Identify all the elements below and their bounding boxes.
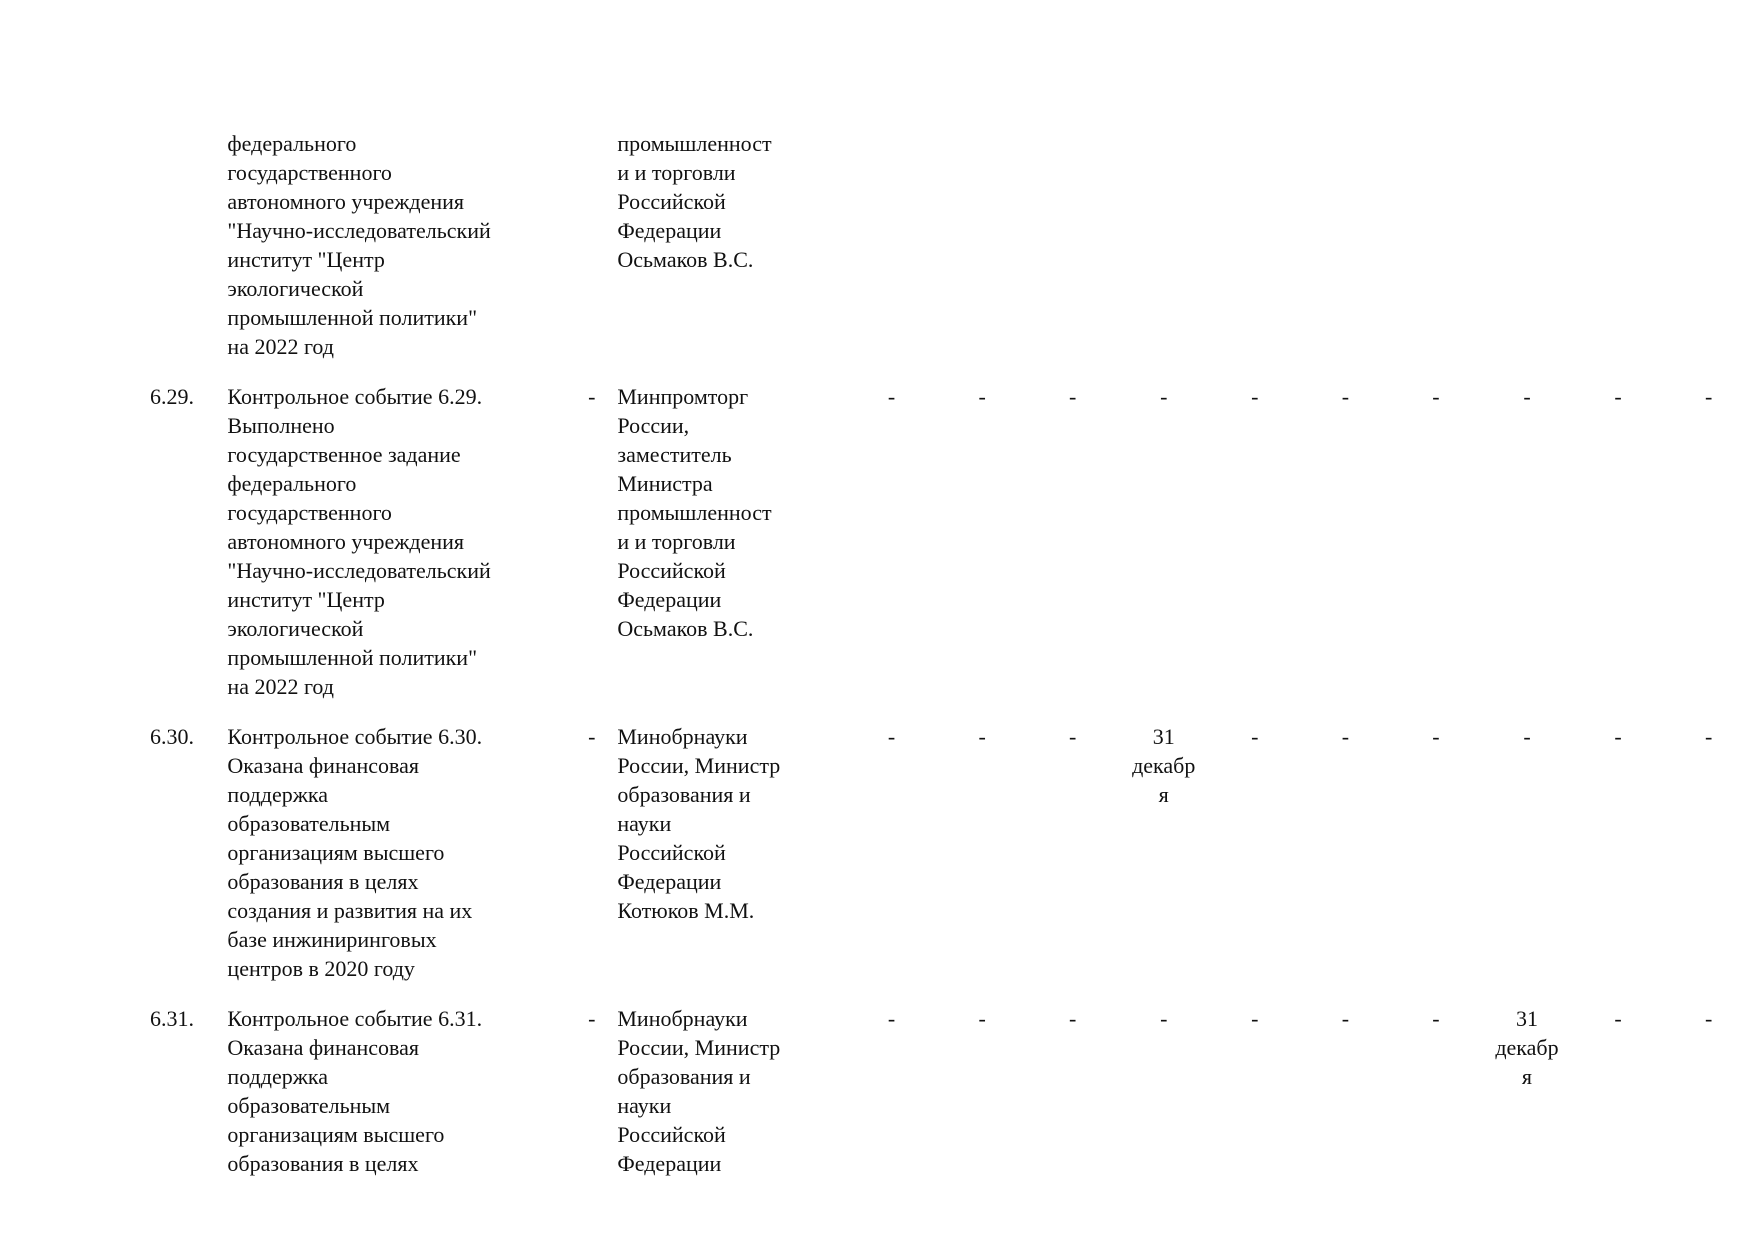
event-description-line: Выполнено xyxy=(227,413,335,438)
event-description-line: федерального xyxy=(227,131,357,156)
period-cell-6 xyxy=(1300,722,1391,983)
period-cell-4-line: декабр xyxy=(1132,753,1196,778)
period-cell-7 xyxy=(1391,722,1482,983)
period-cell-1-line: - xyxy=(887,1006,896,1031)
period-cell-9 xyxy=(1573,722,1664,983)
period-cell-1 xyxy=(846,722,937,983)
event-description xyxy=(227,382,566,701)
period-cell-5-line: - xyxy=(1251,1006,1259,1031)
period-cell-10 xyxy=(1663,1004,1754,1178)
period-cell-2 xyxy=(937,722,1028,983)
responsible-person-line: промышленност xyxy=(617,131,772,156)
responsible-person-line: науки xyxy=(617,1093,672,1118)
period-cell-9 xyxy=(1573,1004,1664,1178)
period-cell-5 xyxy=(1210,129,1301,361)
event-number xyxy=(150,722,227,983)
period-cell-8 xyxy=(1481,382,1573,701)
period-cell-3 xyxy=(1027,1004,1118,1178)
period-cell-4 xyxy=(1118,129,1210,361)
event-description-line: промышленной политики" xyxy=(227,305,478,330)
table-row xyxy=(150,722,1754,983)
event-description-line: образования в целях xyxy=(227,869,419,894)
responsible-person-line: заместитель xyxy=(617,442,732,467)
event-description-line: на 2022 год xyxy=(227,334,334,359)
responsible-person-line: Минобрнауки xyxy=(617,1006,748,1031)
responsible-person-line: и и торговли xyxy=(617,529,736,554)
period-cell-1 xyxy=(846,129,937,361)
period-cell-8-line: 31 xyxy=(1515,1006,1538,1031)
responsible-person-line: Минпромторг xyxy=(617,384,749,409)
period-cell-3 xyxy=(1027,722,1118,983)
responsible-person-line: промышленност xyxy=(617,500,772,525)
period-cell-7-line: - xyxy=(1432,724,1440,749)
period-cell-6 xyxy=(1300,1004,1391,1178)
event-marker xyxy=(566,1004,617,1178)
period-cell-4-line: - xyxy=(1160,384,1168,409)
event-description xyxy=(227,722,566,983)
event-number xyxy=(150,1004,227,1178)
event-description-line: центров в 2020 году xyxy=(227,956,415,981)
period-cell-3-line: - xyxy=(1069,1006,1077,1031)
period-cell-8 xyxy=(1481,129,1573,361)
period-cell-9-line: - xyxy=(1614,1006,1622,1031)
responsible-person-line: Российской xyxy=(617,558,726,583)
period-cell-6-line: - xyxy=(1341,724,1350,749)
event-number xyxy=(150,129,227,361)
row-spacer xyxy=(150,701,1754,722)
event-description xyxy=(227,1004,566,1178)
event-number-line: 6.31. xyxy=(150,1006,194,1031)
control-events-table xyxy=(150,129,1754,1178)
period-cell-4 xyxy=(1118,1004,1210,1178)
event-description-line: поддержка xyxy=(227,782,329,807)
event-number-line: 6.29. xyxy=(150,384,194,409)
responsible-person xyxy=(617,722,846,983)
responsible-person-line: России, Министр xyxy=(617,1035,781,1060)
event-description-line: базе инжиниринговых xyxy=(227,927,437,952)
event-description-line: Оказана финансовая xyxy=(227,753,420,778)
event-number-line: 6.30. xyxy=(150,724,194,749)
event-description-line: Оказана финансовая xyxy=(227,1035,420,1060)
event-description-line: Контрольное событие 6.30. xyxy=(227,724,483,749)
period-cell-1 xyxy=(846,382,937,701)
event-description-line: государственного xyxy=(227,500,392,525)
period-cell-2-line: - xyxy=(978,724,986,749)
period-cell-6 xyxy=(1300,129,1391,361)
event-description-line: образования в целях xyxy=(227,1151,419,1176)
period-cell-9-line: - xyxy=(1614,724,1622,749)
event-description-line: федерального xyxy=(227,471,357,496)
period-cell-4 xyxy=(1118,722,1210,983)
period-cell-4-line: - xyxy=(1160,1006,1168,1031)
period-cell-2 xyxy=(937,382,1028,701)
event-description-line: автономного учреждения xyxy=(227,189,465,214)
responsible-person-line: и и торговли xyxy=(617,160,736,185)
period-cell-5-line: - xyxy=(1251,384,1259,409)
period-cell-8-line: - xyxy=(1523,384,1531,409)
responsible-person-line: Минобрнауки xyxy=(617,724,748,749)
responsible-person xyxy=(617,382,846,701)
period-cell-5 xyxy=(1210,382,1301,701)
responsible-person-line: Федерации xyxy=(617,869,722,894)
period-cell-10 xyxy=(1663,382,1754,701)
period-cell-10-line: - xyxy=(1705,724,1713,749)
responsible-person-line: Федерации xyxy=(617,1151,722,1176)
period-cell-5 xyxy=(1210,722,1301,983)
event-description-line: "Научно-исследовательский xyxy=(227,218,491,243)
period-cell-7 xyxy=(1391,382,1482,701)
event-description-line: образовательным xyxy=(227,811,391,836)
period-cell-8 xyxy=(1481,1004,1573,1178)
event-description-line: поддержка xyxy=(227,1064,329,1089)
period-cell-5 xyxy=(1210,1004,1301,1178)
event-description-line: организациям высшего xyxy=(227,840,445,865)
table-row xyxy=(150,129,1754,361)
period-cell-9 xyxy=(1573,382,1664,701)
event-description-line: "Научно-исследовательский xyxy=(227,558,491,583)
period-cell-1-line: - xyxy=(887,724,896,749)
responsible-person-line: Российской xyxy=(617,1122,726,1147)
responsible-person-line: Российской xyxy=(617,840,726,865)
responsible-person-line: Федерации xyxy=(617,587,722,612)
period-cell-1-line: - xyxy=(887,384,896,409)
period-cell-8-line: декабр xyxy=(1495,1035,1559,1060)
period-cell-9-line: - xyxy=(1614,384,1622,409)
responsible-person-line: Министра xyxy=(617,471,713,496)
event-description-line: экологической xyxy=(227,616,364,641)
responsible-person-line: образования и xyxy=(617,782,751,807)
event-description-line: государственное задание xyxy=(227,442,461,467)
period-cell-4-line: я xyxy=(1158,782,1169,807)
period-cell-10 xyxy=(1663,722,1754,983)
period-cell-2-line: - xyxy=(978,1006,986,1031)
period-cell-2 xyxy=(937,129,1028,361)
period-cell-8-line: - xyxy=(1523,724,1531,749)
responsible-person-line: Федерации xyxy=(617,218,722,243)
responsible-person-line: Российской xyxy=(617,189,726,214)
period-cell-4 xyxy=(1118,382,1210,701)
event-description-line: Контрольное событие 6.31. xyxy=(227,1006,483,1031)
responsible-person-line: Осьмаков В.С. xyxy=(617,616,754,641)
event-number xyxy=(150,382,227,701)
responsible-person-line: науки xyxy=(617,811,672,836)
event-description-line: на 2022 год xyxy=(227,674,334,699)
period-cell-6 xyxy=(1300,382,1391,701)
event-description-line: институт "Центр xyxy=(227,247,385,272)
responsible-person xyxy=(617,129,846,361)
period-cell-9 xyxy=(1573,129,1664,361)
responsible-person-line: Осьмаков В.С. xyxy=(617,247,754,272)
period-cell-1 xyxy=(846,1004,937,1178)
period-cell-2 xyxy=(937,1004,1028,1178)
table-row xyxy=(150,382,1754,701)
responsible-person-line: Котюков М.М. xyxy=(617,898,755,923)
row-spacer xyxy=(150,361,1754,382)
period-cell-8-line: я xyxy=(1521,1064,1533,1089)
period-cell-7 xyxy=(1391,1004,1482,1178)
responsible-person-line: образования и xyxy=(617,1064,751,1089)
period-cell-3-line: - xyxy=(1069,384,1077,409)
event-marker xyxy=(566,382,617,701)
table-body xyxy=(150,129,1754,1178)
event-description-line: промышленной политики" xyxy=(227,645,478,670)
event-description-line: экологической xyxy=(227,276,364,301)
period-cell-7 xyxy=(1391,129,1482,361)
period-cell-3 xyxy=(1027,129,1118,361)
period-cell-10 xyxy=(1663,129,1754,361)
responsible-person-line: России, Министр xyxy=(617,753,781,778)
period-cell-2-line: - xyxy=(978,384,986,409)
period-cell-6-line: - xyxy=(1341,1006,1350,1031)
event-description-line: создания и развития на их xyxy=(227,898,473,923)
event-marker xyxy=(566,722,617,983)
period-cell-5-line: - xyxy=(1251,724,1259,749)
event-description-line: автономного учреждения xyxy=(227,529,465,554)
period-cell-8 xyxy=(1481,722,1573,983)
event-description-line: образовательным xyxy=(227,1093,391,1118)
table-row xyxy=(150,1004,1754,1178)
period-cell-6-line: - xyxy=(1341,384,1350,409)
event-description-line: государственного xyxy=(227,160,392,185)
event-description-line: институт "Центр xyxy=(227,587,385,612)
row-spacer xyxy=(150,983,1754,1004)
responsible-person-line: России, xyxy=(617,413,690,438)
responsible-person xyxy=(617,1004,846,1178)
event-marker xyxy=(566,129,617,361)
period-cell-10-line: - xyxy=(1705,384,1713,409)
period-cell-7-line: - xyxy=(1432,1006,1440,1031)
event-description xyxy=(227,129,566,361)
event-marker-line: - xyxy=(588,724,596,749)
period-cell-10-line: - xyxy=(1705,1006,1713,1031)
event-marker-line: - xyxy=(588,384,596,409)
period-cell-4-line: 31 xyxy=(1152,724,1175,749)
event-description-line: Контрольное событие 6.29. xyxy=(227,384,483,409)
period-cell-3 xyxy=(1027,382,1118,701)
event-description-line: организациям высшего xyxy=(227,1122,445,1147)
period-cell-3-line: - xyxy=(1069,724,1077,749)
event-marker-line: - xyxy=(588,1006,596,1031)
period-cell-7-line: - xyxy=(1432,384,1440,409)
